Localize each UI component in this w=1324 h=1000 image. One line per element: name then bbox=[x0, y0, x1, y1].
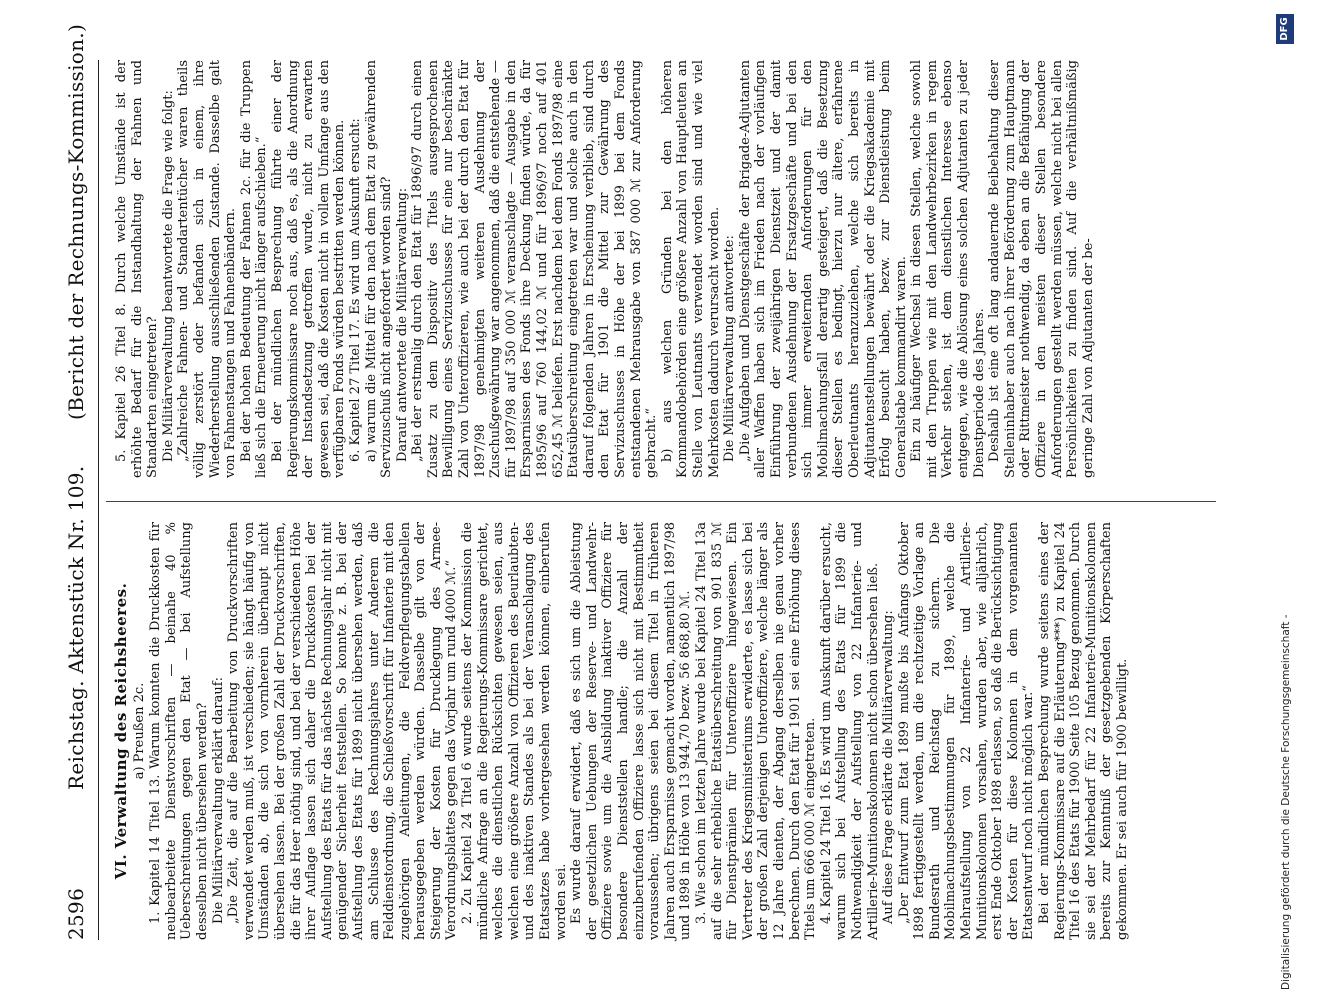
header-left: Reichstag. Aktenstück Nr. 109. bbox=[64, 465, 88, 790]
paragraph: Bei der mündlichen Besprechung wurde seitens eines der Regierungs-Kommissare auf die Erläuterung***) zu Kapitel 24 Titel 16 des Etats für 1900 Seite 105 Bezug genommen. Durch sie sei der Mehrbedarf für 22 Infanterie-Munitionskolonnen bereits zur Kenntniß der gesetzgebenden Körperschaften gekommen. Er sei auch für 1900 bewilligt. bbox=[1037, 522, 1130, 940]
paragraph: Ein zu häufiger Wechsel in diesen Stellen, welche sowohl mit den Truppen wie mit den Landwehrbezirken in regem Verkehr stehen, ist dem dienstlichen Interesse ebenso entgegen, wie die Ablösung eines solchen Adjutanten zu jeder Dienstperiode des Jahres. bbox=[909, 60, 987, 478]
paragraph: 2. Zu Kapitel 24 Titel 6 wurde seitens der Kommission die mündliche Anfrage an die Regierungs-Kommissare gerichtet, welches die dienstlichen Rücksichten gewesen seien, aus welchen eine größere Anzahl von Offizieren des Beurlaubten- und des inaktiven Standes als bei der Veranschlagung des Etatsatzes habe vorhergesehen werden können, einberufen worden sei. bbox=[460, 522, 569, 940]
paragraph: Die Militärverwaltung beantwortete die Frage wie folgt: bbox=[160, 90, 176, 462]
paragraph: a) warum die Mittel für den nach dem Etat zu gewährenden Servizuschuß nicht angefordert worden sind? bbox=[363, 60, 395, 478]
paragraph: Es wurde darauf erwidert, daß es sich um die Ableistung der gesetzlichen Uebungen der Reserve- und Landwehr-Offiziere sowie um die Ausbildung inaktiver Offiziere für besondere Dienststellen handle; die Anzahl der einzuberufenden Offiziere lasse sich nicht mit Bestimmtheit voraussehen; übrigens seien bei diesem Titel in früheren Jahren auch Ersparnisse gemacht worden, namentlich 1897/98 und 1898 in Höhe von 13 944,70 bezw. 56 868,80 ℳ. bbox=[569, 522, 694, 940]
dfg-logo: DFG bbox=[1276, 14, 1294, 44]
paragraph: 4. Kapitel 24 Titel 16. Es wird um Auskunft darüber ersucht, warum sich bei Aufstellung des Etats für 1899 die Nothwendigkeit der Aufstellung von 22 Infanterie- und Artillerie-Munitionskolonnen nicht schon übersehen ließ. bbox=[818, 522, 881, 940]
paragraph: Auf diese Frage erklärte die Militärverwaltung: bbox=[881, 610, 897, 924]
paragraph: „Der Entwurf zum Etat 1899 mußte bis Anfangs Oktober 1898 fertiggestellt werden, um die rechtzeitige Vorlage an Bundesrath und Reichstag zu sichern. Die Mobilmachungsbestimmungen für 1899, welche die Mehraufstellung von 22 Infanterie- und Artillerie-Munitionskolonnen vorsahen, wurden aber, wie alljährlich, erst Ende Oktober 1898 erlassen, so daß die Berücksichtigung der Kosten für diese Kolonnen in dem vorgenannten Etatsentwurf noch nicht möglich war.“ bbox=[896, 522, 1037, 940]
paragraph: 3. Wie schon im letzten Jahre wurde bei Kapitel 24 Titel 13a auf die sehr erhebliche Etatsüberschreitung von 901 835 ℳ für Dienstprämien für Unteroffiziere hingewiesen. Ein Vertreter des Kriegsministeriums erwiderte, es lasse sich bei der großen Zahl derjenigen Unteroffiziere, welche länger als 12 Jahre dienten, der Abgang derselben nie genau vorher berechnen. Durch den Etat für 1901 sei eine Erhöhung dieses Titels um 666 000 ℳ eingetreten. bbox=[693, 522, 819, 940]
page-number: 2596 bbox=[64, 887, 88, 940]
paragraph: 5. Kapitel 26 Titel 8. Durch welche Umstände ist der erhöhte Bedarf für die Instandhaltung der Fahnen und Standarten eingetreten? bbox=[114, 60, 161, 478]
document-page bbox=[54, 23, 1254, 940]
subsection-title: a) Preußen 2c. bbox=[131, 682, 147, 780]
paragraph: Deshalb ist eine oft lang andauernde Beibehaltung dieser Stelleninhaber auch nach ihrer Beförderung zum Hauptmann oder Rittmeister nothwendig, da eben an die Befähigung der Offiziere in den meisten dieser Stellen besondere Anforderungen gestellt werden müssen, welche nicht bei allen Persönlichkeiten zu finden sind. Auf die verhältnißmäßig geringe Zahl von Adjutanten der be- bbox=[987, 60, 1096, 478]
text-column-right bbox=[114, 60, 1214, 478]
paragraph: Die Militärverwaltung erklärt darauf: bbox=[210, 677, 226, 924]
header-right: (Bericht der Rechnungs-Kommission.) bbox=[64, 23, 88, 420]
column-divider bbox=[106, 501, 1216, 502]
page-header bbox=[54, 23, 99, 940]
paragraph: 6. Kapitel 27 Titel 17. Es wird um Auskunft ersucht: bbox=[347, 118, 363, 462]
paragraph: „Zahlreiche Fahnen- und Standartentücher waren theils völlig zerstört oder befanden sich in einem, ihre Wiederherstellung ausschließenden Zustande. Dasselbe galt von Fahnenstangen und Fahnenbändern. bbox=[176, 60, 239, 478]
section-title: VI. Verwaltung des Reichsheeres. bbox=[112, 582, 130, 880]
paragraph: „Die Aufgaben und Dienstgeschäfte der Brigade-Adjutanten aller Waffen haben sich im Frieden nach der vorläufigen Einführung der zweijährigen Dienstzeit und der damit verbundenen Ausdehnung der Ersatzgeschäfte und bei den sich immer erweiternden Anforderungen für den Mobilmachungsfall derartig gesteigert, daß die Besetzung dieser Stellen es bedingt, hierzu nur ältere, erfahrene Oberleutnants heranzuziehen, welche sich bereits in Adjutantenstellungen bewährt oder die Kriegsakademie mit Erfolg besucht haben, bezw. zur Dienstleistung beim Generalstabe kommandirt waren. bbox=[737, 60, 909, 478]
digitization-note bbox=[1274, 10, 1320, 990]
paragraph: „Die Zeit, die auf die Bearbeitung von Druckvorschriften verwendet werden muß, ist verschieden; sie hängt häufig von Umständen ab, die sich von vornherein überhaupt nicht übersehen lassen. Bei der großen Zahl der Druckvorschriften, die für das Heer nöthig sind, und bei der verschiedenen Höhe ihrer Auflage lassen sich daher die Druckkosten bei der Aufstellung des Etats für das nächste Rechnungsjahr nicht mit genügender Sicherheit feststellen. So konnte z. B. bei der Aufstellung des Etats für 1899 nicht übersehen werden, daß am Schlusse des Rechnungsjahres unter Anderem die Felddienstordnung, die Schießvorschrift für Infanterie mit den zugehörigen Anleitungen, die Feldverpflegungstabellen herausgegeben werden würden. Dasselbe gilt von der Steigerung der Kosten für Drucklegung des Armee-Verordnungsblattes gegen das Vorjahr um rund 4000 ℳ.“ bbox=[226, 522, 460, 940]
funding-note-text: Digitalisierung gefördert durch die Deutsche Forschungsgemeinschaft - bbox=[1280, 614, 1292, 990]
paragraph: Darauf antwortete die Militärverwaltung: bbox=[394, 187, 410, 462]
paragraph: b) aus welchen Gründen bei den höheren Kommandobehörden eine größere Anzahl von Hauptleuten an Stelle von Leutnants verwendet worden sind und wie viel Mehrkosten dadurch verursacht worden. bbox=[659, 60, 722, 478]
paragraph: Bei der hohen Bedeutung der Fahnen 2c. für die Truppen ließ sich die Erneuerung nicht länger aufschieben.“ bbox=[238, 60, 270, 478]
text-column-left bbox=[114, 522, 1214, 940]
paragraph: Bei der mündlichen Besprechung führte einer der Regierungskommissare noch aus, daß es, als die Anordnung der Instandsetzung getroffen wurde, nicht zu erwarten gewesen sei, daß die Kosten nicht in vollem Umfange aus den verfügbaren Fonds würden bestritten werden können. bbox=[269, 60, 348, 478]
paragraph: „Bei der erstmalig durch den Etat für 1896/97 durch einen Zusatz zu dem Dispositiv des Titels ausgesprochenen Bewilligung eines Servizuschusses für eine nur beschränkte Zahl von Unteroffizieren, wie auch bei der durch den Etat für 1897/98 genehmigten weiteren Ausdehnung der Zuschußgewährung war angenommen, daß die entstehende — für 1897/98 auf 350 000 ℳ veranschlagte — Ausgabe in den Ersparnissen des Fonds ihre Deckung finden würde, da für 1895/96 auf 760 144,02 ℳ und für 1896/97 noch auf 401 652,45 ℳ beliefen. Erst nachdem bei dem Fonds 1897/98 eine Etatsüberschreitung eingetreten war und solche auch in den darauf folgenden Jahren in Erscheinung verblieb, sind durch den Etat für 1901 die Mittel zur Gewährung des Servizuschusses in Höhe der bei 1899 bei dem Fonds entstandenen Mehrausgabe von 587 000 ℳ zur Anforderung gebracht.“ bbox=[410, 60, 660, 478]
paragraph: Die Militärverwaltung antwortete: bbox=[722, 235, 738, 462]
paragraph: 1. Kapitel 14 Titel 13. Warum konnten die Druckkosten für neubearbeitete Dienstvorschriften — beinahe 40 % Ueberschreitungen gegen den Etat — bei Aufstellung desselben nicht übersehen werden? bbox=[148, 522, 210, 940]
